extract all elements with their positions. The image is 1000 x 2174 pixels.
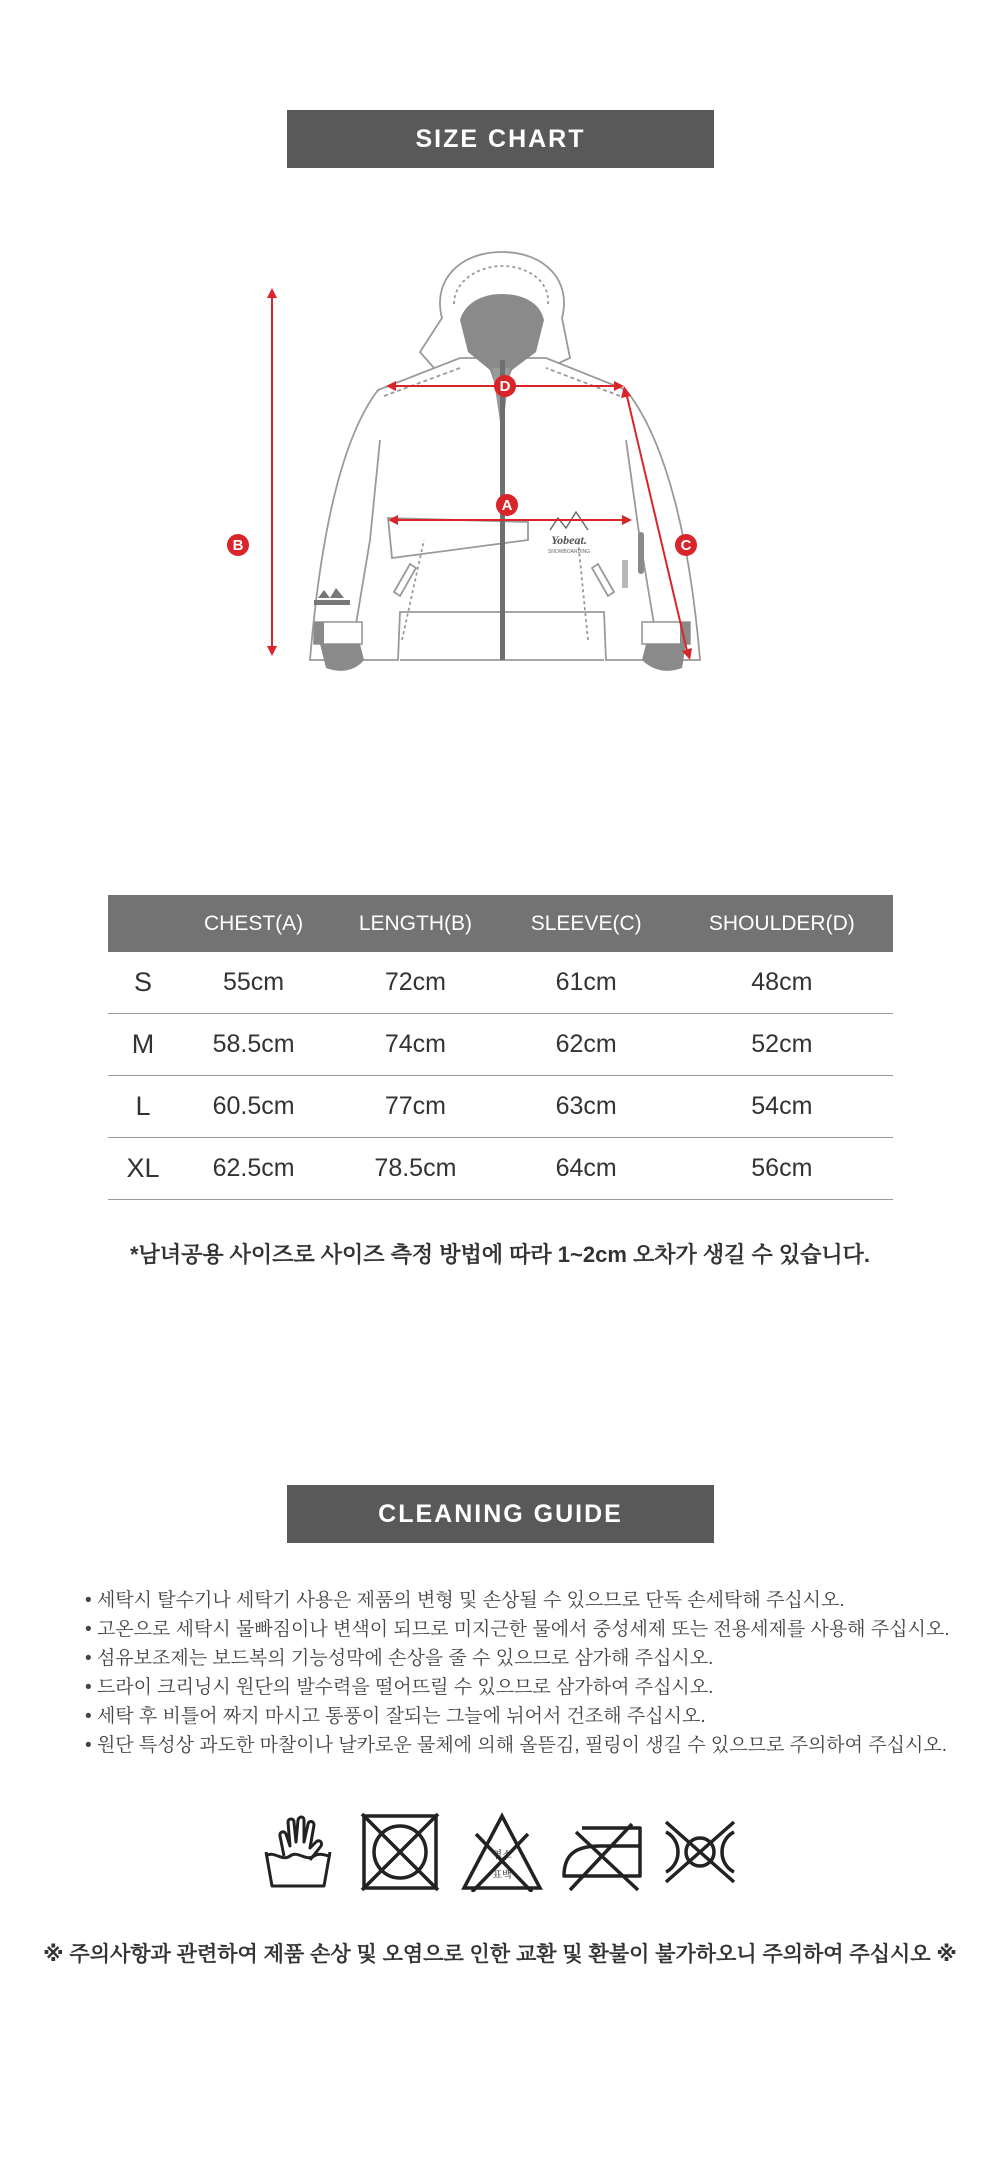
list-item: • 원단 특성상 과도한 마찰이나 날카로운 물체에 의해 올뜯김, 필링이 생길 수 있으므로 주의하여 주십시오.: [85, 1731, 950, 1760]
header-shoulder: SHOULDER(D): [671, 895, 893, 952]
hand-wash-icon: [258, 1812, 338, 1892]
size-chart-title: SIZE CHART: [287, 110, 714, 168]
list-item: • 세탁시 탈수기나 세탁기 사용은 제품의 변형 및 손상될 수 있으므로 단독 손세탁해 주십시오.: [85, 1586, 950, 1615]
no-bleach-icon: [460, 1812, 544, 1892]
jacket-diagram: [210, 240, 770, 880]
brand-logo-text: Yobeat.: [551, 533, 587, 547]
marker-a-label: A: [501, 497, 513, 514]
list-item: • 섬유보조제는 보드복의 기능성막에 손상을 줄 수 있으므로 삼가해 주십시오.: [85, 1644, 950, 1673]
list-item: • 드라이 크리닝시 원단의 발수력을 떨어뜨릴 수 있으므로 삼가하여 주십시오.: [85, 1673, 950, 1702]
length-value: 74cm: [329, 1014, 502, 1076]
cleaning-guide-title: CLEANING GUIDE: [287, 1485, 714, 1543]
shoulder-value: 56cm: [671, 1138, 893, 1200]
sleeve-value: 64cm: [502, 1138, 671, 1200]
size-table-header: [108, 895, 893, 952]
brand-logo-subtext: SNOWBOARDING: [547, 549, 591, 555]
length-value: 77cm: [329, 1076, 502, 1138]
header-size: [108, 895, 178, 952]
no-iron-icon: [556, 1812, 652, 1892]
cleaning-guide-list: [85, 1586, 950, 1760]
size-label: L: [108, 1076, 178, 1138]
size-label: S: [108, 952, 178, 1014]
list-item: • 세탁 후 비틀어 짜지 마시고 통풍이 잘되는 그늘에 뉘어서 건조해 주십시오.: [85, 1702, 950, 1731]
size-table: [108, 895, 893, 1200]
shoulder-value: 48cm: [671, 952, 893, 1014]
sleeve-value: 63cm: [502, 1076, 671, 1138]
sleeve-value: 61cm: [502, 952, 671, 1014]
chest-value: 58.5cm: [178, 1014, 329, 1076]
chest-value: 60.5cm: [178, 1076, 329, 1138]
marker-d-label: D: [499, 378, 511, 395]
header-sleeve: SLEEVE(C): [502, 895, 671, 952]
marker-c-label: C: [680, 537, 692, 554]
no-dry-clean-icon: [660, 1812, 740, 1892]
chest-value: 55cm: [178, 952, 329, 1014]
chest-value: 62.5cm: [178, 1138, 329, 1200]
shoulder-value: 52cm: [671, 1014, 893, 1076]
size-label: XL: [108, 1138, 178, 1200]
shoulder-value: 54cm: [671, 1076, 893, 1138]
size-label: M: [108, 1014, 178, 1076]
header-length: LENGTH(B): [329, 895, 502, 952]
list-item: • 고온으로 세탁시 물빠짐이나 변색이 되므로 미지근한 물에서 중성세제 또는 전용세제를 사용해 주십시오.: [85, 1615, 950, 1644]
size-note: *남녀공용 사이즈로 사이즈 측정 방법에 따라 1~2cm 오차가 생길 수 있습니다.: [130, 1242, 870, 1267]
care-icons: [0, 1812, 1000, 1902]
no-bleach-label-top: 염소: [492, 1850, 512, 1861]
table-row: [108, 1076, 893, 1138]
warning-notice: ※ 주의사항과 관련하여 제품 손상 및 오염으로 인한 교환 및 환불이 불가하오니 주의하여 주십시오 ※: [43, 1943, 957, 1966]
no-tumble-dry-icon: [358, 1812, 442, 1892]
table-row: [108, 952, 893, 1014]
no-bleach-label-bottom: 표백: [492, 1870, 512, 1881]
marker-b-label: B: [232, 537, 244, 554]
table-row: [108, 1014, 893, 1076]
table-row: [108, 1138, 893, 1200]
length-value: 78.5cm: [329, 1138, 502, 1200]
sleeve-value: 62cm: [502, 1014, 671, 1076]
header-chest: CHEST(A): [178, 895, 329, 952]
length-value: 72cm: [329, 952, 502, 1014]
